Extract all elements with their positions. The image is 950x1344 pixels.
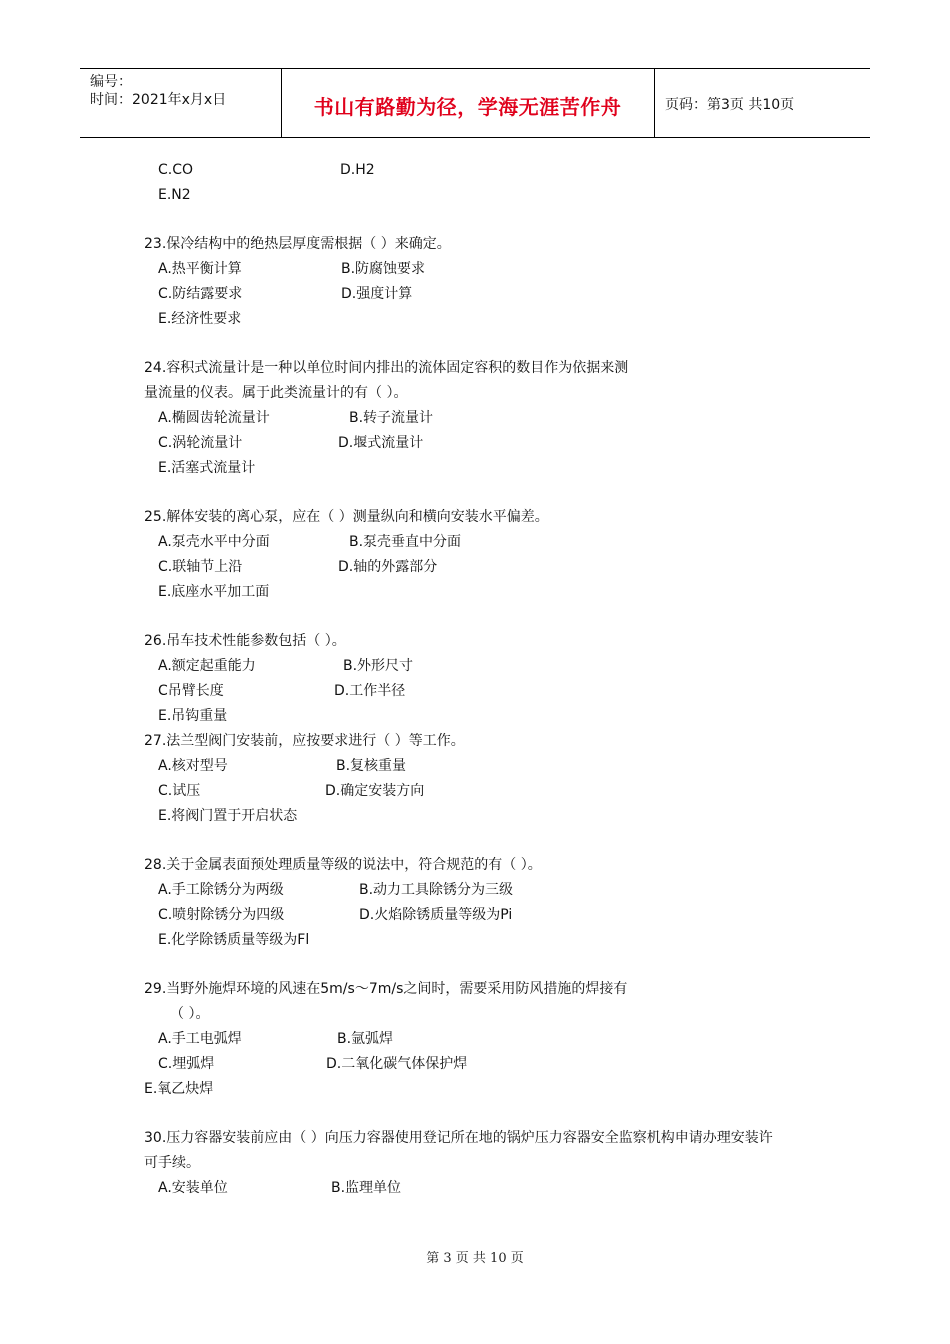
option-line: C.联轴节上沿	[158, 559, 243, 575]
option-line: E.底座水平加工面	[158, 584, 270, 600]
option-line: E.将阀门置于开启状态	[158, 808, 298, 824]
option-line: D.工作半径	[334, 683, 406, 699]
option-line: E.活塞式流量计	[158, 460, 256, 476]
question-line: 29.当野外施焊环境的风速在5m/s～7m/s之间时，需要采用防风措施的焊接有	[144, 981, 628, 997]
page-footer: 第 3 页 共 10 页	[426, 1251, 524, 1266]
question-line: 28.关于金属表面预处理质量等级的说法中，符合规范的有（ ）。	[144, 857, 542, 873]
document-date: 时间：2021年x月x日	[90, 92, 227, 108]
question-line: 可手续。	[144, 1155, 200, 1171]
option-line: B.泵壳垂直中分面	[349, 534, 462, 550]
option-line: A.手工电弧焊	[158, 1031, 242, 1047]
option-line: D.轴的外露部分	[338, 559, 438, 575]
option-line: D.二氧化碳气体保护焊	[326, 1056, 468, 1072]
question-line: （ ）。	[170, 1006, 210, 1022]
option-line: B.动力工具除锈分为三级	[359, 882, 514, 898]
option-line: E.N2	[158, 187, 191, 203]
question-line: 23.保冷结构中的绝热层厚度需根据（ ）来确定。	[144, 236, 451, 252]
option-line: C.埋弧焊	[158, 1056, 215, 1072]
option-line: C.喷射除锈分为四级	[158, 907, 285, 923]
option-line: E.氧乙炔焊	[144, 1081, 214, 1097]
option-line: E.化学除锈质量等级为Fl	[158, 932, 310, 948]
document-number-label: 编号：	[90, 74, 132, 90]
option-line: E.吊钩重量	[158, 708, 228, 724]
option-line: C.试压	[158, 783, 201, 799]
option-line: C.涡轮流量计	[158, 435, 243, 451]
option-line: B.复核重量	[336, 758, 407, 774]
option-line: D.H2	[340, 162, 375, 178]
question-line: 25.解体安装的离心泵，应在（ ）测量纵向和横向安装水平偏差。	[144, 509, 549, 525]
option-line: B.外形尺寸	[343, 658, 414, 674]
option-line: E.经济性要求	[158, 311, 242, 327]
question-line: 30.压力容器安装前应由（ ）向压力容器使用登记所在地的锅炉压力容器安全监察机构申请办理安装许	[144, 1130, 773, 1146]
option-line: B.氩弧焊	[337, 1031, 394, 1047]
question-line: 27.法兰型阀门安装前，应按要求进行（ ）等工作。	[144, 733, 465, 749]
option-line: C.CO	[158, 162, 194, 178]
option-line: A.额定起重能力	[158, 658, 256, 674]
option-line: C.防结露要求	[158, 286, 243, 302]
header-motto: 书山有路勤为径，学海无涯苦作舟	[313, 95, 622, 119]
option-line: A.椭圆齿轮流量计	[158, 410, 270, 426]
option-line: B.防腐蚀要求	[341, 261, 426, 277]
question-line: 24.容积式流量计是一种以单位时间内排出的流体固定容积的数目作为依据来测	[144, 360, 629, 376]
option-line: C吊臂长度	[158, 683, 224, 699]
question-line: 量流量的仪表。属于此类流量计的有（ ）。	[144, 385, 408, 401]
option-line: A.热平衡计算	[158, 261, 242, 277]
option-line: A.手工除锈分为两级	[158, 882, 284, 898]
option-line: D.确定安装方向	[325, 783, 425, 799]
header-page-info: 页码：第3页 共10页	[665, 97, 795, 113]
option-line: A.泵壳水平中分面	[158, 534, 270, 550]
option-line: D.堰式流量计	[338, 435, 424, 451]
option-line: A.核对型号	[158, 758, 228, 774]
option-line: D.火焰除锈质量等级为Pi	[359, 907, 513, 923]
option-line: B.转子流量计	[349, 410, 434, 426]
option-line: B.监理单位	[331, 1180, 402, 1196]
option-line: D.强度计算	[341, 286, 413, 302]
option-line: A.安装单位	[158, 1180, 228, 1196]
question-line: 26.吊车技术性能参数包括（ ）。	[144, 633, 346, 649]
